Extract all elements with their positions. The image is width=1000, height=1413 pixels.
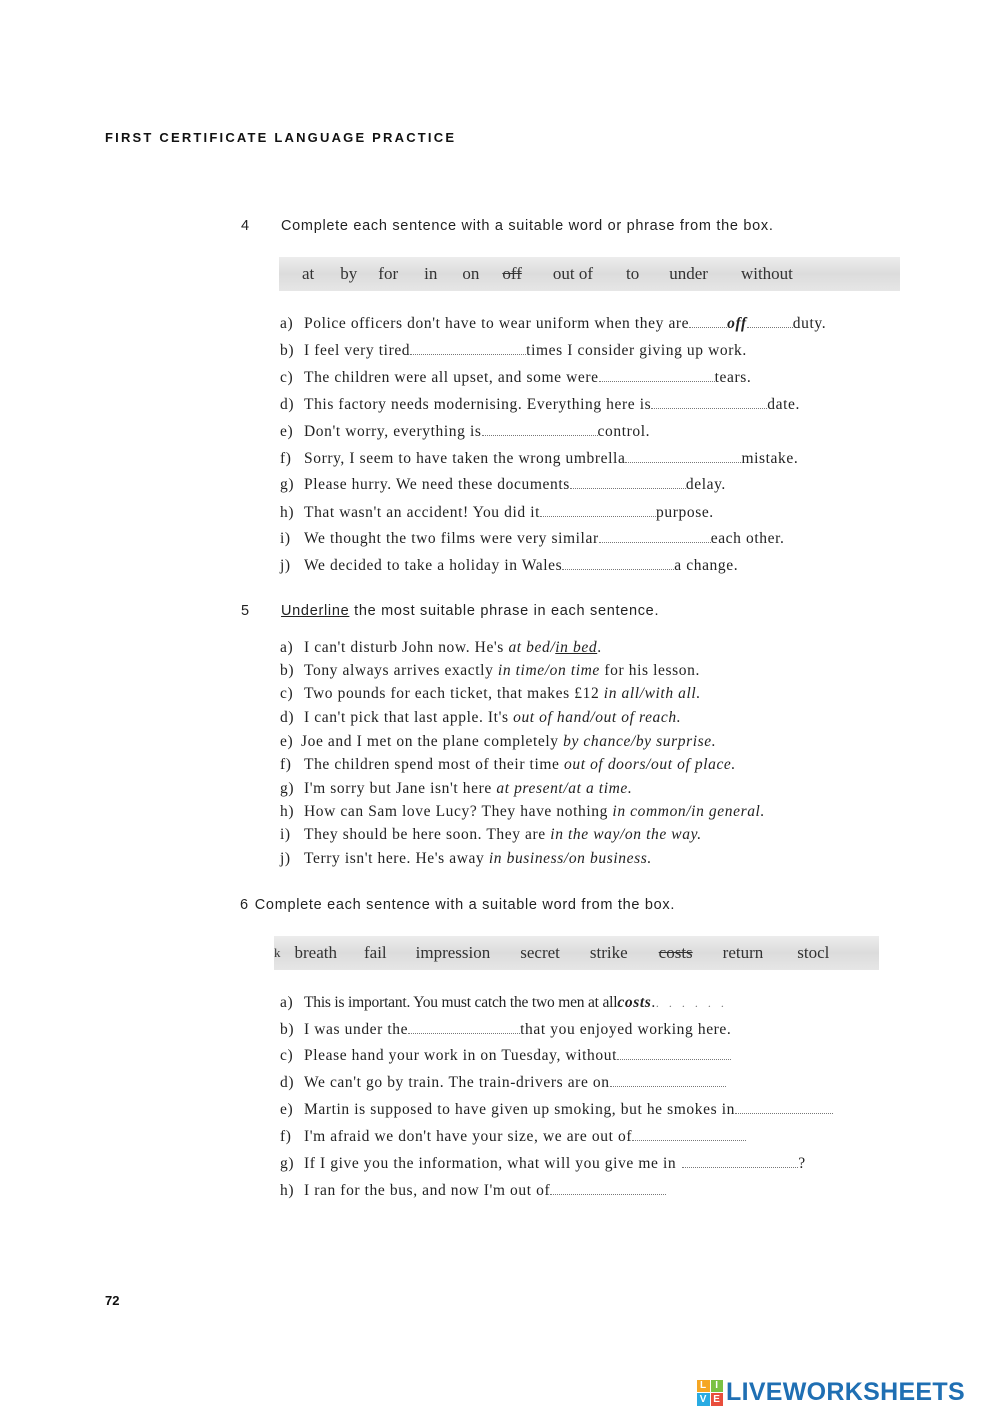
ex6-box-word: secret	[520, 943, 560, 962]
ex5-item: j) Terry isn't here. He's away in business/on business.	[280, 850, 652, 867]
ex6-item: a) This is important. You must catch the two men at allcosts.......	[280, 994, 734, 1011]
ex6-word-box	[274, 936, 879, 970]
ex6-instruction-text: Complete each sentence with a suitable word from the box.	[254, 897, 676, 913]
ex6-item: g) If I give you the information, what will you give me in ?	[280, 1155, 806, 1172]
ex5-item: d) I can't pick that last apple. It's out of hand/out of reach.	[280, 709, 682, 726]
ex5-instruction-underline: Underline	[281, 603, 350, 619]
ex4-item: c) The children were all upset, and some were tears.	[280, 369, 752, 386]
ex6-answer: costs	[617, 994, 652, 1011]
ex6-item: e) Martin is supposed to have given up smoking, but he smokes in	[280, 1101, 833, 1119]
ex4-instruction	[241, 218, 774, 234]
option[interactable]: in business/on business.	[488, 850, 652, 867]
blank[interactable]	[410, 342, 526, 355]
ex4-box-word: to	[626, 264, 640, 283]
ex4-box-word: under	[669, 264, 708, 283]
option[interactable]: in all/with all.	[603, 685, 701, 702]
option[interactable]: in common/in general.	[612, 803, 765, 820]
ex5-instruction-text: the most suitable phrase in each sentence.	[354, 603, 660, 619]
ex5-item: a) I can't disturb John now. He's at bed/in bed.	[280, 639, 602, 656]
blank[interactable]	[540, 504, 656, 517]
ex6-box-word: return	[722, 943, 764, 962]
liveworksheets-logo	[697, 1378, 965, 1407]
ex4-item: d) This factory needs modernising. Everything here is date.	[280, 396, 800, 413]
blank[interactable]	[570, 476, 686, 489]
ex5-item: g) I'm sorry but Jane isn't here at present/at a time.	[280, 780, 633, 797]
ex6-item: d) We can't go by train. The train-drivers are on	[280, 1074, 726, 1092]
blank[interactable]	[599, 530, 711, 543]
ex6-number: 6	[240, 897, 249, 913]
ex4-box-word-crossed: off	[502, 264, 522, 283]
logo-text: LIVEWORKSHEETS	[726, 1378, 965, 1406]
ex4-box-word: for	[378, 264, 399, 283]
option-underlined[interactable]: in bed	[555, 639, 598, 656]
blank[interactable]	[632, 1128, 746, 1141]
logo-mark-icon: L I V E	[697, 1380, 723, 1406]
option[interactable]: out of doors/out of place.	[564, 756, 736, 773]
ex6-box-word-cut: stocl	[797, 943, 830, 962]
ex5-item: c) Two pounds for each ticket, that makes £12 in all/with all.	[280, 685, 701, 702]
ex4-box-word: on	[462, 264, 480, 283]
ex6-box-word-crossed: costs	[658, 943, 693, 962]
option[interactable]: at present/at a time.	[496, 780, 633, 797]
blank[interactable]	[482, 423, 598, 436]
blank[interactable]	[408, 1021, 520, 1034]
ex4-item: f) Sorry, I seem to have taken the wrong umbrella mistake.	[280, 450, 799, 467]
ex6-box-word: impression	[415, 943, 491, 962]
ex5-item: h) How can Sam love Lucy? They have nothing in common/in general.	[280, 803, 765, 820]
ex6-item: f) I'm afraid we don't have your size, we are out of	[280, 1128, 746, 1146]
option[interactable]: out of hand/out of reach.	[513, 709, 682, 726]
ex5-item: f) The children spend most of their time out of doors/out of place.	[280, 756, 736, 773]
ex4-box-word: in	[424, 264, 438, 283]
ex4-box-word: by	[340, 264, 358, 283]
option[interactable]: in time/on time	[497, 662, 600, 679]
ex6-instruction	[240, 897, 675, 913]
blank[interactable]	[625, 450, 741, 463]
ex4-item: g) Please hurry. We need these documents delay.	[280, 476, 726, 493]
ex6-item: b) I was under the that you enjoyed working here.	[280, 1021, 732, 1038]
ex4-item: h) That wasn't an accident! You did it purpose.	[280, 504, 714, 521]
ex4-item: j) We decided to take a holiday in Wales a change.	[280, 557, 739, 574]
ex6-box-word: strike	[589, 943, 628, 962]
option[interactable]: in the way/on the way.	[550, 826, 702, 843]
option[interactable]: at bed/	[508, 639, 556, 656]
blank[interactable]	[562, 557, 674, 570]
ex6-box-word: breath	[294, 943, 337, 962]
page-number: 72	[105, 1293, 120, 1308]
ex4-item: a) Police officers don't have to wear uniform when they are off duty.	[280, 315, 827, 332]
ex5-item: e) Joe and I met on the plane completely by chance/by surprise.	[280, 733, 717, 750]
blank[interactable]	[735, 1101, 833, 1114]
blank[interactable]	[599, 369, 715, 382]
ex4-box-word: without	[740, 264, 793, 283]
ex4-box-word: out of	[552, 264, 593, 283]
option[interactable]: by chance/by surprise.	[563, 733, 717, 750]
ex4-answer: off	[727, 315, 747, 332]
ex4-item: b) I feel very tired times I consider giving up work.	[280, 342, 747, 359]
ex4-number: 4	[241, 218, 250, 234]
blank[interactable]	[550, 1182, 666, 1195]
blank[interactable]	[651, 396, 767, 409]
ex4-instruction-text: Complete each sentence with a suitable word or phrase from the box.	[281, 218, 774, 234]
ex4-item: i) We thought the two films were very similar each other.	[280, 530, 785, 547]
ex6-item: h) I ran for the bus, and now I'm out of	[280, 1182, 666, 1200]
ex5-item: i) They should be here soon. They are in the way/on the way.	[280, 826, 702, 843]
ex6-box-word: fail	[363, 943, 387, 962]
ex4-box-word: at	[302, 264, 315, 283]
book-header: FIRST CERTIFICATE LANGUAGE PRACTICE	[105, 130, 457, 145]
ex6-item: c) Please hand your work in on Tuesday, without	[280, 1047, 731, 1065]
blank[interactable]	[617, 1047, 731, 1060]
ex5-instruction	[241, 603, 659, 619]
blank[interactable]	[682, 1155, 798, 1168]
ex4-word-box	[279, 257, 900, 291]
ex5-number: 5	[241, 603, 250, 619]
blank[interactable]	[610, 1074, 726, 1087]
ex6-box-word-cut: k	[274, 945, 281, 960]
ex5-item: b) Tony always arrives exactly in time/on time for his lesson.	[280, 662, 700, 679]
ex4-item: e) Don't worry, everything is control.	[280, 423, 651, 440]
